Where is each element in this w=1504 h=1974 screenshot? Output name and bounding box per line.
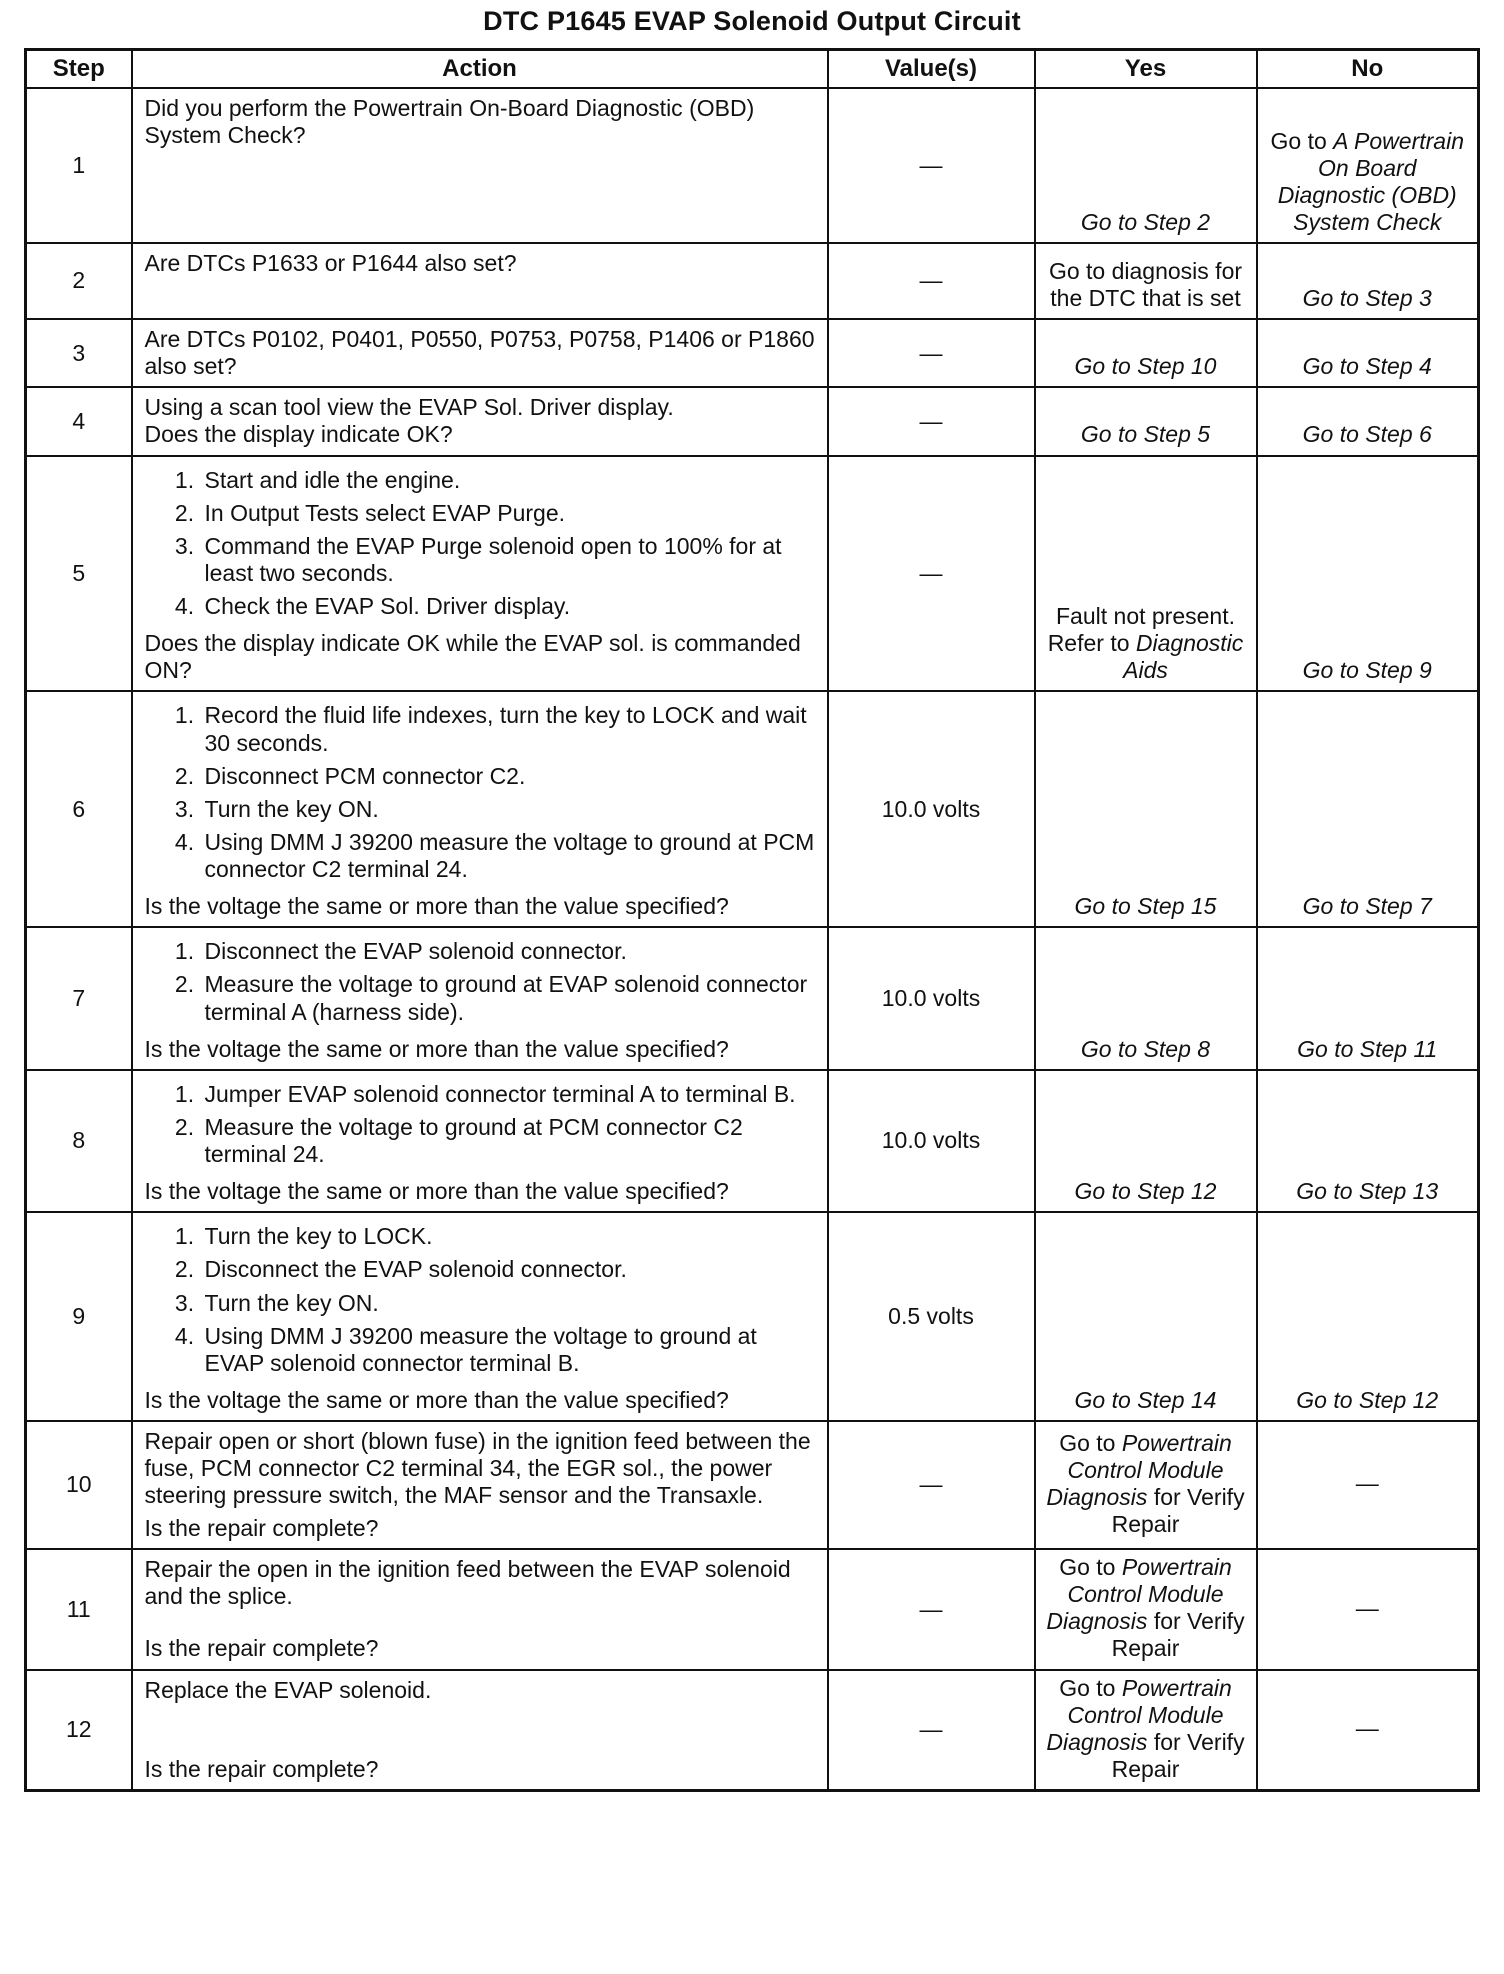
action-body: [145, 1219, 817, 1383]
no-cell: [1257, 1670, 1479, 1791]
outcome-link: Go to Step 13: [1296, 1178, 1439, 1205]
outcome-text: —: [1355, 1715, 1379, 1742]
yes-cell: [1035, 1421, 1257, 1549]
action-question: Is the repair complete?: [144, 1635, 379, 1662]
action-question: Is the repair complete?: [144, 1514, 379, 1541]
outcome-text: Go to: [1059, 1674, 1116, 1701]
outcome-link: Go to Step 2: [1080, 208, 1211, 235]
value-cell: 10.0 volts: [828, 1070, 1035, 1213]
action-cell: [132, 1212, 828, 1421]
action-step-item: 1. Record the fluid life indexes, turn the key to LOCK and wait 30 seconds.: [201, 702, 817, 756]
action-step-item: 3. Turn the key ON.: [201, 796, 817, 823]
outcome-link: Go to Step 3: [1302, 284, 1432, 311]
action-body: [145, 1428, 817, 1509]
step-number: 5: [26, 456, 132, 692]
outcome-tail: for Verify Repair: [1111, 1608, 1245, 1662]
action-content: [145, 1219, 817, 1414]
step-number: 12: [26, 1670, 132, 1791]
outcome-link: Go to Step 11: [1297, 1035, 1438, 1062]
yes-cell: [1035, 88, 1257, 243]
action-content: [145, 394, 817, 448]
action-text: Repair the open in the ignition feed between the EVAP solenoid and the splice.: [144, 1556, 791, 1610]
action-steps-list: [145, 1081, 817, 1168]
no-cell: [1257, 1421, 1479, 1549]
action-content: [145, 326, 817, 380]
step-number: 4: [26, 387, 132, 455]
outcome-text: —: [1355, 1594, 1379, 1621]
action-step-item: 2. Disconnect the EVAP solenoid connector.: [201, 1256, 817, 1283]
step-number: 7: [26, 927, 132, 1070]
action-question: Is the voltage the same or more than the value specified?: [144, 1178, 729, 1205]
no-cell: [1257, 319, 1479, 387]
yes-cell: [1035, 1212, 1257, 1421]
yes-cell: [1035, 319, 1257, 387]
outcome-text: Go to: [1270, 127, 1334, 154]
table-row: [26, 319, 1479, 387]
yes-cell: [1035, 1670, 1257, 1791]
outcome-link: Go to Step 14: [1074, 1386, 1217, 1413]
action-question: Is the voltage the same or more than the value specified?: [144, 1386, 729, 1413]
value-cell: 0.5 volts: [828, 1212, 1035, 1421]
action-question: Is the voltage the same or more than the value specified?: [144, 893, 729, 920]
outcome-link: Go to Step 6: [1302, 421, 1432, 448]
outcome-link: Powertrain Control Module Diagnosis: [1046, 1554, 1232, 1635]
action-body: [145, 1677, 817, 1704]
action-step-item: 2. Disconnect PCM connector C2.: [201, 763, 817, 790]
action-steps-list: [145, 467, 817, 621]
action-body: [145, 394, 817, 421]
action-text: Repair open or short (blown fuse) in the ignition feed between the fuse, PCM connector C2 terminal 34, the EGR sol., the power steering pressure switch, the MAF sensor and the Transaxle.: [144, 1428, 811, 1509]
header-step: Step: [26, 50, 132, 89]
outcome-link: Go to Step 10: [1074, 353, 1217, 380]
action-cell: [132, 927, 828, 1070]
outcome-text: —: [1355, 1470, 1379, 1497]
action-step-item: 3. Turn the key ON.: [201, 1290, 817, 1317]
action-cell: [132, 88, 828, 243]
action-cell: [132, 691, 828, 927]
table-row: [26, 243, 1479, 319]
header-value: Value(s): [828, 50, 1035, 89]
yes-cell: [1035, 691, 1257, 927]
action-step-item: 1. Jumper EVAP solenoid connector terminal A to terminal B.: [201, 1081, 817, 1108]
no-cell: [1257, 387, 1479, 455]
action-steps-list: [145, 1223, 817, 1377]
outcome-link: Powertrain Control Module Diagnosis: [1046, 1429, 1232, 1510]
action-cell: [132, 387, 828, 455]
table-row: [26, 88, 1479, 243]
action-content: [145, 250, 817, 312]
value-cell: —: [828, 387, 1035, 455]
action-step-item: 4. Using DMM J 39200 measure the voltage to ground at PCM connector C2 terminal 24.: [201, 829, 817, 883]
outcome-text: Fault not present. Refer to: [1047, 603, 1235, 657]
outcome-text: Go to: [1059, 1554, 1116, 1580]
action-question: Does the display indicate OK?: [144, 421, 453, 448]
action-content: [145, 463, 817, 685]
outcome-link: Go to Step 9: [1302, 657, 1432, 684]
header-yes: Yes: [1035, 50, 1257, 89]
outcome-text: Go to diagnosis for the DTC that is set: [1048, 257, 1243, 311]
table-row: [26, 1212, 1479, 1421]
yes-cell: [1035, 927, 1257, 1070]
step-number: 2: [26, 243, 132, 319]
no-cell: [1257, 1212, 1479, 1421]
outcome-tail: for Verify Repair: [1111, 1728, 1245, 1782]
action-body: [145, 463, 817, 627]
value-cell: —: [828, 1670, 1035, 1791]
action-text: Are DTCs P0102, P0401, P0550, P0753, P0758, P1406 or P1860 also set?: [144, 326, 815, 380]
action-content: [145, 698, 817, 920]
action-body: [145, 250, 817, 277]
diagnostic-table: [24, 48, 1480, 1792]
action-body: [145, 326, 817, 380]
outcome-link: Go to Step 15: [1074, 893, 1217, 920]
no-cell: [1257, 456, 1479, 692]
value-cell: 10.0 volts: [828, 927, 1035, 1070]
no-cell: [1257, 691, 1479, 927]
step-number: 9: [26, 1212, 132, 1421]
action-cell: [132, 1549, 828, 1670]
value-cell: —: [828, 319, 1035, 387]
action-body: [145, 934, 817, 1031]
action-cell: [132, 243, 828, 319]
outcome-link: Go to Step 5: [1080, 421, 1211, 448]
action-body: [145, 1556, 817, 1610]
action-steps-list: [145, 938, 817, 1025]
page-title: DTC P1645 EVAP Solenoid Output Circuit: [483, 6, 1021, 36]
action-text: Using a scan tool view the EVAP Sol. Driver display.: [144, 394, 674, 421]
outcome-tail: for Verify Repair: [1111, 1484, 1245, 1538]
action-cell: [132, 1670, 828, 1791]
action-content: [145, 1677, 817, 1784]
table-header-row: [26, 50, 1479, 89]
action-question: Is the repair complete?: [144, 1755, 379, 1782]
step-number: 6: [26, 691, 132, 927]
action-content: [145, 1428, 817, 1542]
table-row: [26, 456, 1479, 692]
table-row: [26, 1070, 1479, 1213]
action-step-item: 1. Start and idle the engine.: [201, 467, 817, 494]
yes-cell: [1035, 1549, 1257, 1670]
action-step-item: 2. Measure the voltage to ground at PCM connector C2 terminal 24.: [201, 1114, 817, 1168]
outcome-link: Powertrain Control Module Diagnosis: [1046, 1674, 1232, 1755]
table-body: [26, 88, 1479, 1791]
table-row: [26, 1549, 1479, 1670]
outcome-text: Go to: [1059, 1429, 1116, 1456]
action-content: [145, 1077, 817, 1206]
yes-cell: [1035, 387, 1257, 455]
table-row: [26, 691, 1479, 927]
action-steps-list: [145, 702, 817, 883]
action-question: Is the voltage the same or more than the value specified?: [144, 1035, 729, 1062]
action-text: Did you perform the Powertrain On-Board Diagnostic (OBD) System Check?: [144, 95, 755, 149]
action-step-item: 2. Measure the voltage to ground at EVAP solenoid connector terminal A (harness side).: [201, 971, 817, 1025]
action-cell: [132, 1070, 828, 1213]
yes-cell: [1035, 1070, 1257, 1213]
yes-cell: [1035, 243, 1257, 319]
action-cell: [132, 319, 828, 387]
action-text: Replace the EVAP solenoid.: [144, 1676, 432, 1703]
no-cell: [1257, 1549, 1479, 1670]
action-body: [145, 95, 817, 149]
action-step-item: 1. Turn the key to LOCK.: [201, 1223, 817, 1250]
action-question: Does the display indicate OK while the EVAP sol. is commanded ON?: [144, 630, 801, 684]
header-action: Action: [132, 50, 828, 89]
outcome-link: A Powertrain On Board Diagnostic (OBD) System Check: [1277, 127, 1464, 235]
action-step-item: 4. Check the EVAP Sol. Driver display.: [201, 593, 817, 620]
outcome-link: Diagnostic Aids: [1123, 630, 1244, 684]
action-text: Are DTCs P1633 or P1644 also set?: [144, 250, 517, 276]
table-row: [26, 387, 1479, 455]
action-content: [145, 934, 817, 1063]
step-number: 1: [26, 88, 132, 243]
no-cell: [1257, 88, 1479, 243]
outcome-link: Go to Step 12: [1296, 1386, 1439, 1413]
value-cell: —: [828, 1549, 1035, 1670]
step-number: 10: [26, 1421, 132, 1549]
value-cell: —: [828, 1421, 1035, 1549]
step-number: 3: [26, 319, 132, 387]
no-cell: [1257, 1070, 1479, 1213]
outcome-link: Go to Step 12: [1074, 1178, 1217, 1205]
no-cell: [1257, 243, 1479, 319]
action-content: [145, 1556, 817, 1663]
table-row: [26, 1670, 1479, 1791]
action-content: [145, 95, 817, 236]
action-step-item: 4. Using DMM J 39200 measure the voltage to ground at EVAP solenoid connector terminal B.: [201, 1323, 817, 1377]
yes-cell: [1035, 456, 1257, 692]
outcome-link: Go to Step 7: [1302, 893, 1432, 920]
action-body: [145, 1077, 817, 1174]
step-number: 11: [26, 1549, 132, 1670]
action-step-item: 2. In Output Tests select EVAP Purge.: [201, 500, 817, 527]
action-cell: [132, 456, 828, 692]
outcome-link: Go to Step 8: [1080, 1035, 1211, 1062]
value-cell: 10.0 volts: [828, 691, 1035, 927]
table-row: [26, 927, 1479, 1070]
outcome-link: Go to Step 4: [1302, 353, 1432, 380]
step-number: 8: [26, 1070, 132, 1213]
action-cell: [132, 1421, 828, 1549]
no-cell: [1257, 927, 1479, 1070]
header-no: No: [1257, 50, 1479, 89]
action-body: [145, 698, 817, 889]
value-cell: —: [828, 456, 1035, 692]
action-step-item: 3. Command the EVAP Purge solenoid open to 100% for at least two seconds.: [201, 533, 817, 587]
value-cell: —: [828, 88, 1035, 243]
value-cell: —: [828, 243, 1035, 319]
action-step-item: 1. Disconnect the EVAP solenoid connector.: [201, 938, 817, 965]
table-row: [26, 1421, 1479, 1549]
